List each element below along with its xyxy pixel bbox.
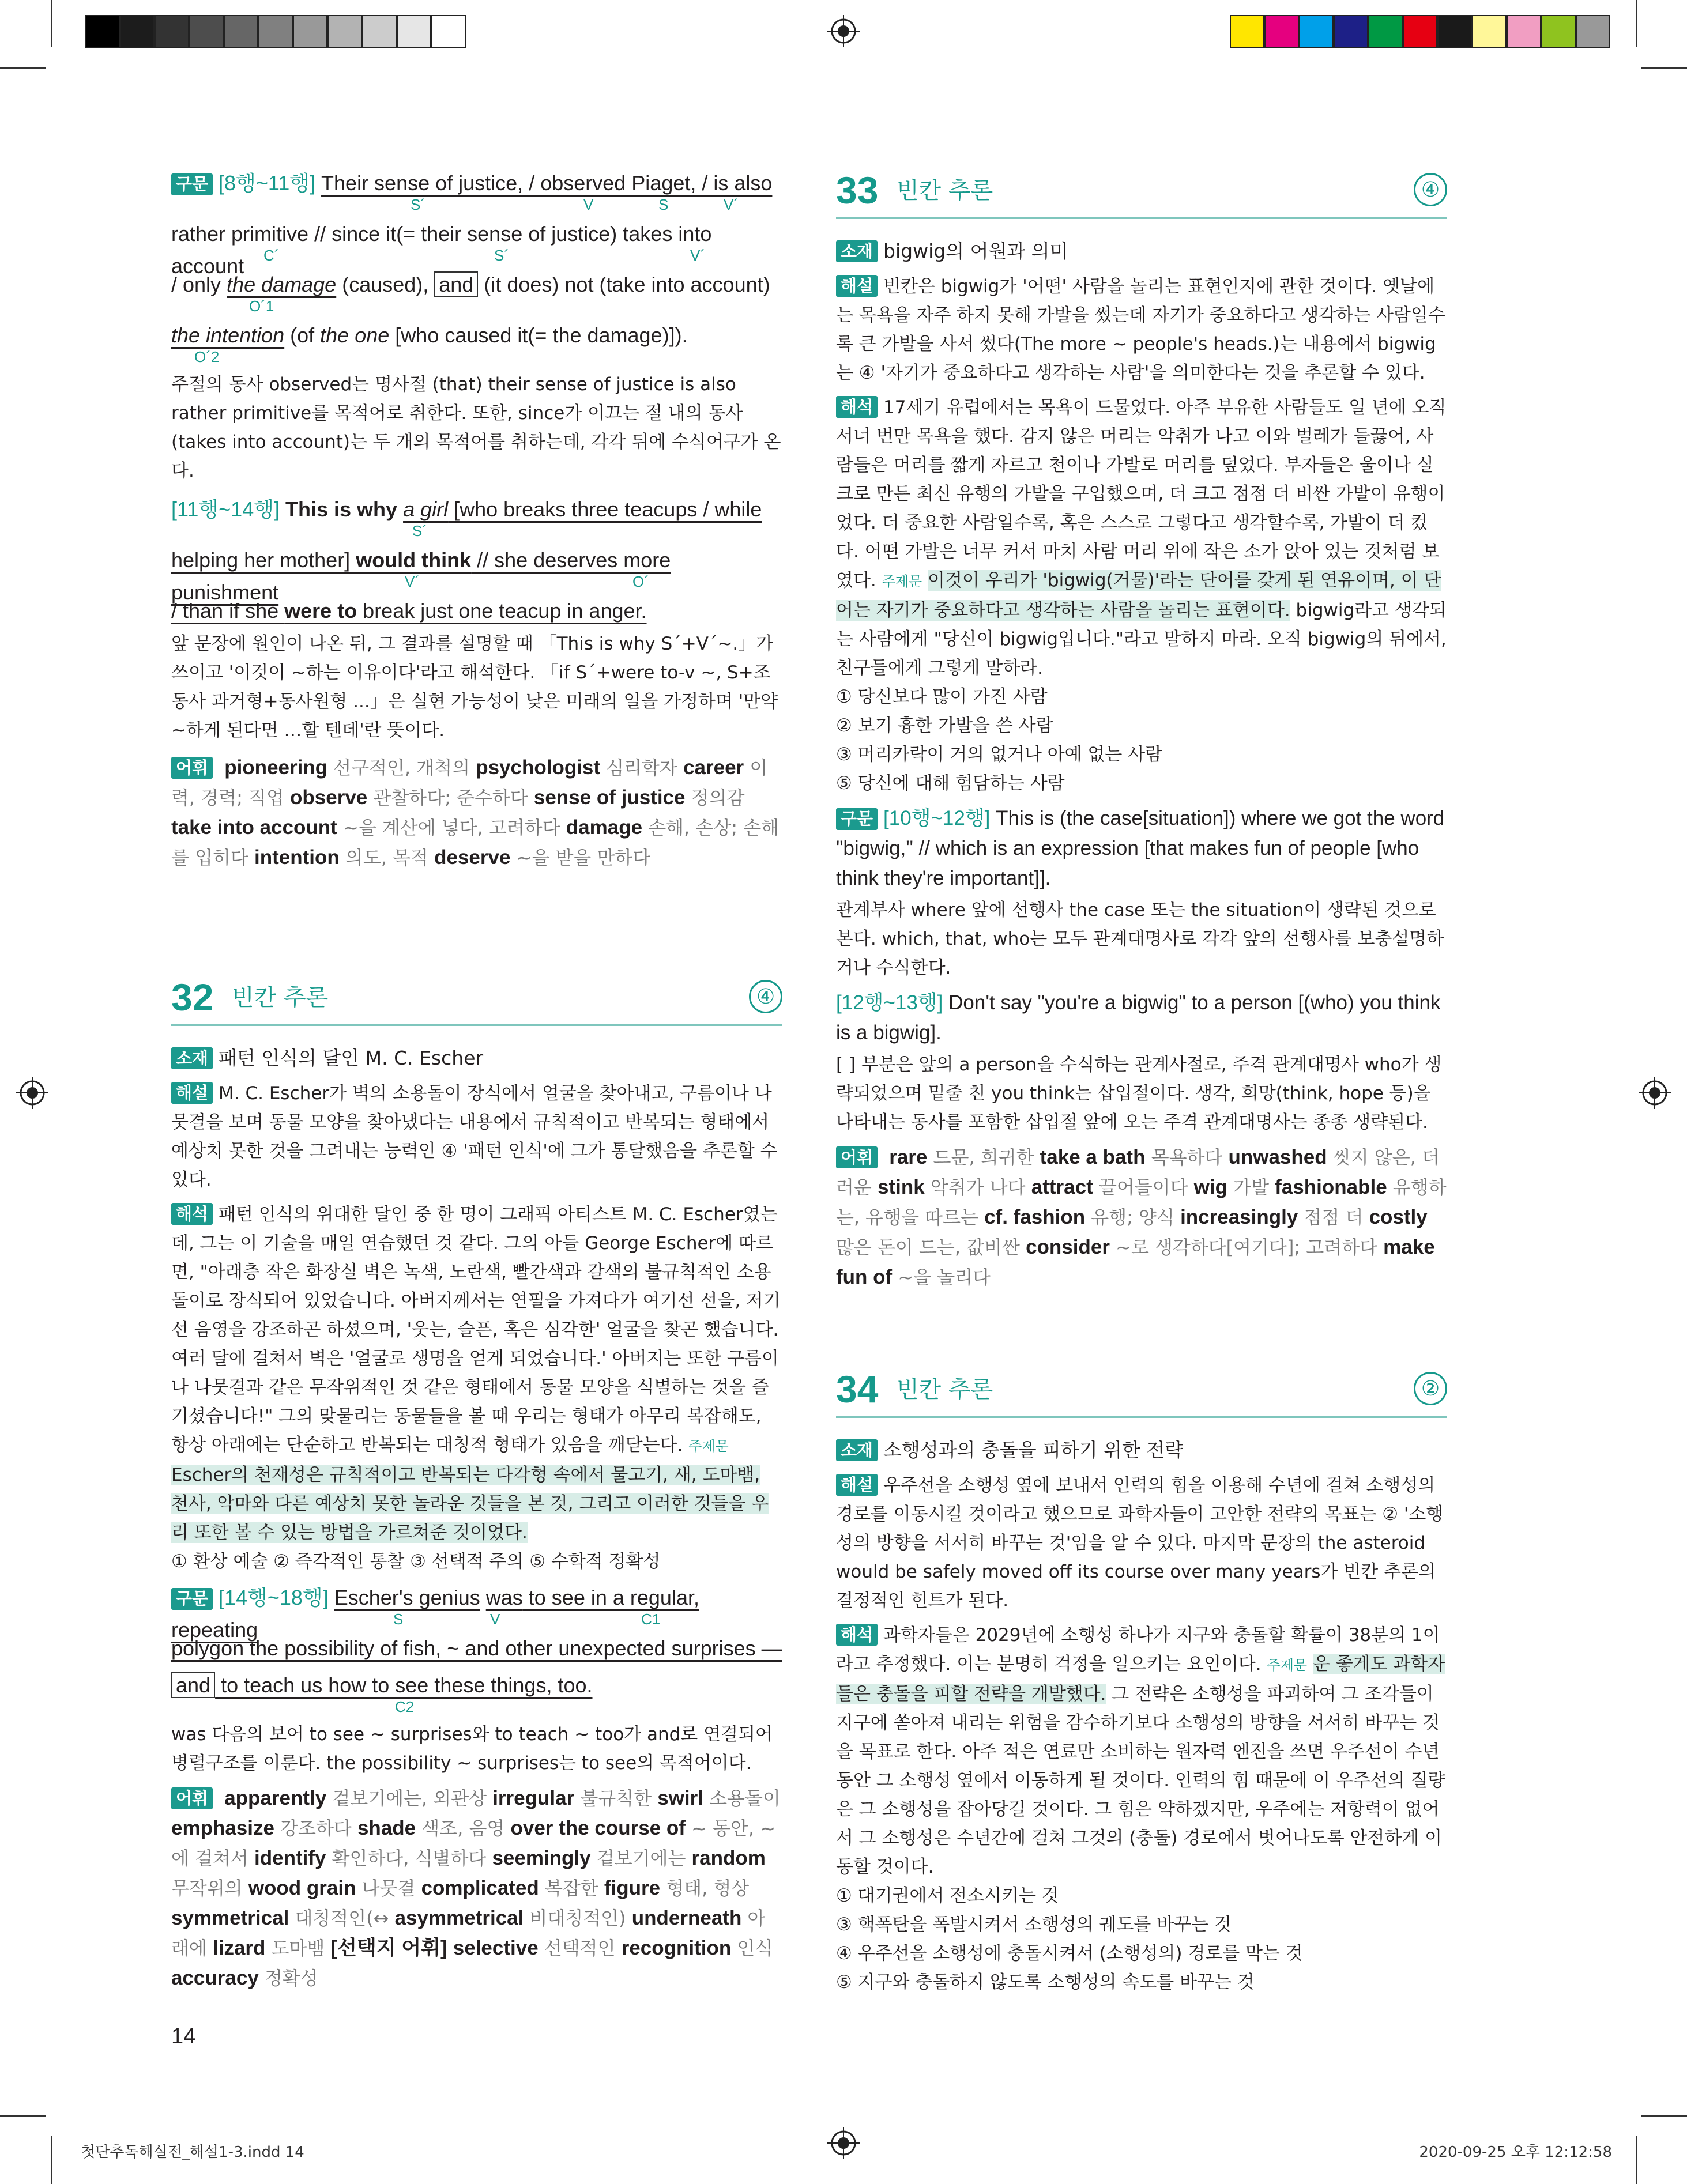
grammar-subscript: O´1 bbox=[249, 297, 274, 315]
grammar-subscript: V´ bbox=[724, 196, 739, 213]
vocab-meaning: 아래에 bbox=[171, 1907, 766, 1959]
color-swatch bbox=[189, 15, 224, 48]
section-tag: 해설 bbox=[171, 1082, 213, 1104]
translation-text: 과학자들은 2029년에 소행성 하나가 지구와 충돌할 확률이 38분의 1이라고 추정했다. 이는 분명히 걱정을 일으키는 요인이다. bbox=[836, 1625, 1440, 1674]
grammar-line bbox=[171, 1669, 782, 1720]
grammar-subscript: V bbox=[490, 1610, 500, 1628]
color-swatch bbox=[1299, 15, 1334, 48]
topic-line bbox=[836, 1435, 1447, 1465]
grammar-subscript: S bbox=[393, 1610, 404, 1628]
grammar-text: / only bbox=[171, 273, 227, 296]
crop-mark bbox=[0, 67, 46, 69]
vocab-meaning: 끌어들이다 bbox=[1098, 1176, 1188, 1198]
vocab-meaning: 정의감 bbox=[691, 787, 745, 809]
color-swatch bbox=[1541, 15, 1576, 48]
grammar-subscript: O´2 bbox=[194, 348, 220, 365]
vocab-word: pioneering bbox=[224, 756, 328, 779]
color-swatch bbox=[1230, 15, 1264, 48]
vocab-word: random bbox=[691, 1847, 766, 1869]
registration-mark-icon bbox=[827, 15, 860, 47]
vocab-word: attract bbox=[1031, 1176, 1093, 1198]
grammar-sentence: rather primitive // since it(= their sense of justice) takes into account bbox=[171, 222, 712, 278]
vocab-meaning: 선택적인 bbox=[544, 1937, 616, 1959]
vocab-word: identify bbox=[254, 1847, 326, 1869]
footer-timestamp: 2020-09-25 오후 12:12:58 bbox=[1419, 2144, 1612, 2161]
crop-mark bbox=[1636, 2136, 1637, 2184]
vocab-meaning: 심리학자 bbox=[606, 757, 677, 779]
theme-sentence: 이것이 우리가 'bigwig(거물)'라는 단어를 갖게 된 연유이며, 이 단어는 자기가 중요하다고 생각하는 사람을 놀리는 표현이다. bbox=[836, 570, 1441, 621]
vocab-meaning: 악취가 나다 bbox=[930, 1176, 1026, 1198]
grammar-text: This is why bbox=[285, 497, 404, 521]
vocab-meaning: 색조, 음영 bbox=[421, 1817, 505, 1839]
grammar-verb: was bbox=[485, 1586, 523, 1609]
color-swatch bbox=[258, 15, 293, 48]
vocab-word: accuracy bbox=[171, 1967, 259, 1989]
section-tag: 어휘 bbox=[171, 1787, 213, 1809]
vocab-meaning: 나뭇결 bbox=[362, 1877, 416, 1899]
section-tag: 구문 bbox=[836, 808, 878, 830]
grammar-line bbox=[171, 595, 782, 629]
color-swatch bbox=[224, 15, 258, 48]
section-header-32 bbox=[171, 974, 782, 1026]
vocab-word: shade bbox=[357, 1817, 416, 1839]
grammar-subscript: C´ bbox=[263, 247, 280, 264]
vocab-word: unwashed bbox=[1228, 1146, 1327, 1168]
grammar-subscript: C2 bbox=[395, 1698, 415, 1715]
crop-mark bbox=[51, 2136, 52, 2184]
explanation-text: 우주선을 소행성 옆에 보내서 인력의 힘을 이용해 수년에 걸쳐 소행성의 경로를 이동시킬 것이라고 했으므로 과학자들이 고안한 전략의 목표는 ② '소행성의 방향을 서서히 바꾸는 것'임을 알 수 있다. 마지막 문장의 the asteroid would be safely moved off its course over many years가 빈칸 추론의 결정적인 힌트가 된다. bbox=[836, 1475, 1444, 1611]
color-swatch bbox=[1576, 15, 1610, 48]
section-tag: 해석 bbox=[171, 1203, 213, 1225]
registration-mark-icon bbox=[16, 1077, 48, 1109]
section-32-body bbox=[171, 1043, 782, 1993]
vocab-word: observe bbox=[290, 786, 368, 809]
explanation bbox=[836, 272, 1447, 387]
vocab-meaning: ~을 계산에 넣다, 고려하다 bbox=[343, 817, 560, 839]
vocab-word: consider bbox=[1026, 1236, 1110, 1258]
section-number: 32 bbox=[171, 976, 214, 1019]
section-header-34 bbox=[836, 1366, 1447, 1418]
translation bbox=[171, 1200, 782, 1547]
grammar-object: the intention bbox=[171, 323, 285, 347]
grammar-conjunction-box: and bbox=[434, 271, 478, 297]
translation-text: 패턴 인식의 위대한 달인 중 한 명이 그래픽 아티스트 M. C. Escher였는데, 그는 이 기술을 매일 연습했던 것 같다. 그의 아들 George Escher에 따르면, "아래층 작은 화장실 벽은 녹색, 노란색, 빨간색과 갈색의 불규칙적인 소용돌이로 장식되어 있었습니다. 아버지께서는 연필을 가져다가 여기선 선을, 저기선 음영을 강조하곤 하셨으며, '웃는, 슬픈, 혹은 심각한' 얼굴을 찾곤 했습니다. 여러 달에 걸쳐서 벽은 '얼굴로 생명을 얻게 되었습니다.' 아버지는 또한 구름이나 나뭇결과 같은 무작위적인 것 같은 형태에서 동물 모양을 식별하는 것을 즐기셨습니다!" 그의 맞물리는 동물들을 볼 때 우리는 형태가 아무리 복잡해도, 항상 아래에는 단순하고 반복되는 대칭적 형태가 있음을 깨닫는다. bbox=[171, 1204, 781, 1455]
grammar-subscript: V´ bbox=[690, 247, 705, 264]
explanation-text: M. C. Escher가 벽의 소용돌이 장식에서 얼굴을 찾아내고, 구름이나 나뭇결을 보며 동물 모양을 찾아냈다는 내용에서 규칙적이고 반복되는 형태에서 예상치 못한 것을 그려내는 능력인 ④ '패턴 인식'에 그가 통달했음을 추론할 수 있다. bbox=[171, 1083, 778, 1190]
section-tag: 소재 bbox=[836, 240, 878, 262]
grammar-sentence bbox=[836, 804, 1447, 893]
vocab-meaning: 무작위의 bbox=[171, 1877, 243, 1899]
vocab-meaning: 목욕하다 bbox=[1151, 1146, 1223, 1168]
vocab-meaning: ~로 생각하다[여기다]; 고려하다 bbox=[1116, 1236, 1377, 1258]
vocab-meaning: 도마뱀 bbox=[271, 1937, 325, 1959]
vocab-word: underneath bbox=[631, 1907, 742, 1929]
grammar-text: / than if she bbox=[171, 599, 285, 623]
color-swatch bbox=[1437, 15, 1472, 48]
section-header-33 bbox=[836, 167, 1447, 219]
color-swatch bbox=[1472, 15, 1507, 48]
grammar-text: [who breaks three teacups / while bbox=[448, 497, 762, 521]
page-number: 14 bbox=[171, 2024, 196, 2049]
grammar-subscript: O´ bbox=[632, 573, 649, 590]
answer-badge: ② bbox=[1414, 1372, 1447, 1405]
vocabulary-list bbox=[836, 1142, 1447, 1292]
section-tag: 해석 bbox=[836, 1624, 878, 1646]
section-title: 빈칸 추론 bbox=[897, 1376, 993, 1403]
vocab-word: wood grain bbox=[248, 1877, 356, 1899]
left-column bbox=[171, 167, 782, 873]
grammar-line bbox=[171, 493, 782, 544]
grammar-verb: would think bbox=[356, 548, 472, 572]
vocab-meaning: 형태, 형상 bbox=[666, 1877, 750, 1899]
grammar-conjunction-box: and bbox=[171, 1672, 215, 1698]
vocab-meaning: 인식 bbox=[737, 1937, 773, 1959]
vocab-word: recognition bbox=[621, 1937, 732, 1959]
grammar-text: break just one teacup in anger. bbox=[357, 599, 647, 623]
translation-text: bigwig라고 생각되는 사람에게 "당신이 bigwig입니다."라고 말하지 마라. 오직 bigwig의 뒤에서, 친구들에게 그렇게 말하라. bbox=[836, 600, 1447, 678]
topic-line bbox=[171, 1043, 782, 1073]
vocab-meaning: ~을 받을 만하다 bbox=[516, 847, 651, 869]
color-swatch bbox=[397, 15, 431, 48]
translation-text: 그 전략은 소행성을 파괴하여 그 조각들이 지구에 쏟아져 내리는 위험을 감수하기보다 소행성의 방향을 서서히 바꾸는 것을 목표로 한다. 아주 적은 연료만 소비하는 원자력 엔진을 쓰면 우주선이 수년 동안 그 소행성 옆에서 이동하게 될 것이다. 인력의 힘 때문에 이 우주선의 질량은 그 소행성을 잡아당길 것이다. 그 힘은 약하겠지만, 우주에는 저항력이 없어서 그 소행성은 수년간에 걸쳐 그것의 (충돌) 경로에서 벗어나도록 안전하게 이동할 것이다. bbox=[836, 1684, 1445, 1877]
grammar-subject: Escher's genius bbox=[334, 1586, 480, 1609]
explanation-text: 빈칸은 bigwig가 '어떤' 사람을 놀리는 표현인지에 관한 것이다. 옛날에는 목욕을 자주 하지 못해 가발을 썼는데 자기가 중요하다고 생각하는 사람일수록 큰 가발을 사서 썼다(The more ~ people's heads.)는 내용에서 bigwig는 ④ '자기가 중요하다고 생각하는 사람'을 의미한다는 것을 추론할 수 있다. bbox=[836, 276, 1445, 383]
grammar-line bbox=[171, 218, 782, 278]
section-tag: 해석 bbox=[836, 396, 878, 418]
translation bbox=[836, 393, 1447, 682]
vocab-word: fashionable bbox=[1275, 1176, 1387, 1198]
color-swatch bbox=[1334, 15, 1368, 48]
vocab-word: take a bath bbox=[1040, 1146, 1146, 1168]
topic-line bbox=[836, 236, 1447, 266]
grammar-explanation: 관계부사 where 앞에 선행사 the case 또는 the situation이 생략된 것으로 본다. which, that, who는 모두 관계대명사로 각각 앞의 선행사를 보충설명하거나 수식한다. bbox=[836, 900, 1444, 978]
vocab-word: over the course of bbox=[510, 1817, 686, 1839]
crop-mark bbox=[1641, 67, 1687, 69]
section-33-body bbox=[836, 236, 1447, 1292]
grammar-subscript: V´ bbox=[405, 573, 420, 590]
grammar-explanation: 주절의 동사 observed는 명사절 (that) their sense of justice is also rather primitive를 목적어로 취한다. 또한, since가 이끄는 절 내의 동사(takes into account)는 두 개의 목적어를 취하는데, 각각 뒤에 수식어구가 온다. bbox=[171, 374, 781, 481]
wrong-choices: ① 환상 예술 ② 즉각적인 통찰 ③ 선택적 주의 ⑤ 수학적 정확성 bbox=[171, 1551, 661, 1572]
choice-item: ③ 핵폭탄을 폭발시켜서 소행성의 궤도를 바꾸는 것 bbox=[836, 1914, 1232, 1935]
section-tag: 어휘 bbox=[836, 1146, 878, 1168]
vocab-word: complicated bbox=[421, 1877, 539, 1899]
grammar-subscript: V bbox=[583, 196, 594, 213]
grammar-text: the one bbox=[320, 323, 390, 347]
grammar-subscript: S´ bbox=[412, 522, 427, 540]
explanation bbox=[171, 1079, 782, 1194]
vocab-meaning: 비대칭적인) bbox=[529, 1907, 626, 1929]
vocab-meaning: 씻지 않은, 더러운 bbox=[836, 1146, 1440, 1198]
color-swatch bbox=[362, 15, 397, 48]
choice-item: ③ 머리카락이 거의 없거나 아예 없는 사람 bbox=[836, 744, 1163, 765]
vocab-word: swirl bbox=[657, 1787, 703, 1809]
vocab-meaning: 복잡한 bbox=[544, 1877, 598, 1899]
color-swatch bbox=[85, 15, 120, 48]
grammar-text: (caused), bbox=[336, 273, 435, 296]
grammar-line bbox=[171, 319, 782, 370]
grammar-explanation: [ ] 부분은 앞의 a person을 수식하는 관계사절로, 주격 관계대명사 who가 생략되었으며 밑줄 친 you think는 삽입절이다. 생각, 희망(think, hope 등)을 나타내는 동사를 포함한 삽입절 앞에 오는 주격 관계대명사는 종종 생략된다. bbox=[836, 1054, 1442, 1133]
section-number: 34 bbox=[836, 1368, 879, 1410]
vocab-meaning: 정확성 bbox=[264, 1967, 318, 1989]
theme-note: 주제문 bbox=[688, 1438, 729, 1454]
grammar-object: the damage bbox=[227, 273, 337, 296]
vocab-word: rare bbox=[889, 1146, 928, 1168]
vocab-meaning: 유행하는, 유행을 따르는 bbox=[836, 1176, 1447, 1228]
section-tag: 구문 bbox=[171, 1588, 213, 1610]
wrong-choices bbox=[836, 1881, 1447, 1997]
grammar-text: // she deserves more punishment bbox=[171, 548, 671, 604]
vocab-meaning: 관찰하다; 준수하다 bbox=[373, 787, 528, 809]
color-swatch bbox=[1264, 15, 1299, 48]
color-swatch bbox=[1368, 15, 1403, 48]
vocab-word: damage bbox=[566, 816, 643, 839]
grammar-text bbox=[480, 1586, 486, 1609]
grammar-text: to see in a regular, repeating bbox=[171, 1586, 699, 1642]
vocab-word: wig bbox=[1193, 1176, 1227, 1198]
vocab-word: [선택지 어휘] bbox=[330, 1937, 447, 1959]
vocab-word: psychologist bbox=[476, 756, 601, 779]
vocab-word: emphasize bbox=[171, 1817, 274, 1839]
grammar-line bbox=[171, 269, 782, 319]
vocab-meaning: 강조하다 bbox=[280, 1817, 352, 1839]
theme-note: 주제문 bbox=[1267, 1657, 1308, 1673]
vocab-meaning: 겉보기에는, 외관상 bbox=[332, 1787, 487, 1809]
vocab-word: apparently bbox=[224, 1787, 327, 1809]
choice-item: ① 당신보다 많이 가진 사람 bbox=[836, 686, 1048, 707]
grammar-text: Don't say "you're a bigwig" to a person [(who) you think is a bigwig]. bbox=[836, 991, 1441, 1044]
grammar-subject: a girl bbox=[403, 497, 449, 521]
vocab-word: seemingly bbox=[492, 1847, 591, 1869]
line-reference: [10행~12행] bbox=[883, 807, 991, 829]
vocab-meaning: 유행; 양식 bbox=[1091, 1206, 1174, 1228]
vocab-word: stink bbox=[878, 1176, 925, 1198]
vocabulary-list bbox=[171, 1783, 782, 1993]
footer-file-info: 첫단추독해실전_해설1-3.indd 14 bbox=[81, 2144, 304, 2161]
vocabulary-list bbox=[171, 753, 782, 873]
grammar-subscript: S bbox=[658, 196, 669, 213]
theme-sentence: 운 좋게도 과학자들은 충돌을 피할 전략을 개발했다. bbox=[836, 1654, 1445, 1704]
registration-mark-icon bbox=[827, 2127, 860, 2159]
choice-item: ④ 우주선을 소행성에 충돌시켜서 (소행성의) 경로를 막는 것 bbox=[836, 1943, 1303, 1964]
choice-item: ⑤ 지구와 충돌하지 않도록 소행성의 속도를 바꾸는 것 bbox=[836, 1972, 1255, 1993]
grammar-text: polygon the possibility of fish, ~ and other unexpected surprises — bbox=[171, 1636, 782, 1660]
section-tag: 해설 bbox=[836, 1474, 878, 1496]
line-reference: [11행~14행] bbox=[171, 497, 280, 521]
vocab-word: lizard bbox=[213, 1937, 266, 1959]
crop-mark bbox=[1641, 2115, 1687, 2117]
vocab-meaning: 불규칙한 bbox=[580, 1787, 652, 1809]
vocab-meaning: 선구적인, 개척의 bbox=[333, 757, 470, 779]
grammar-line bbox=[171, 1582, 782, 1642]
grammar-text: This is (the case[situation]) where we got the word "bigwig," // which is an expression [that makes fun of people [who think they're important]]. bbox=[836, 807, 1445, 889]
grammar-explanation: was 다음의 보어 to see ~ surprises와 to teach ~ too가 and로 연결되어 병렬구조를 이룬다. the possibility ~ surprises는 to see의 목적어이다. bbox=[171, 1724, 773, 1774]
vocab-word: increasingly bbox=[1180, 1206, 1298, 1228]
color-swatch bbox=[120, 15, 155, 48]
registration-mark-icon bbox=[1639, 1077, 1671, 1109]
vocab-meaning: 확인하다, 식별하다 bbox=[332, 1847, 487, 1869]
color-swatch bbox=[327, 15, 362, 48]
grammar-sentence bbox=[836, 988, 1447, 1048]
color-swatch bbox=[431, 15, 466, 48]
vocab-meaning: 의도, 목적 bbox=[345, 847, 428, 869]
grammar-text: helping her mother] bbox=[171, 548, 356, 572]
color-swatch bbox=[293, 15, 327, 48]
choice-item: ⑤ 당신에 대해 험담하는 사람 bbox=[836, 773, 1065, 794]
vocab-word: intention bbox=[254, 846, 340, 869]
choice-item: ② 보기 흉한 가발을 쓴 사람 bbox=[836, 715, 1053, 736]
vocab-meaning: 점점 더 bbox=[1304, 1206, 1364, 1228]
grammar-explanation: 앞 문장에 원인이 나온 뒤, 그 결과를 설명할 때 「This is why S´+V´~.」가 쓰이고 '이것이 ~하는 이유이다'라고 해석한다. 「if S´+were to-v ~, S+조동사 과거형+동사원형 ...」은 실현 가능성이 낮은 미래의 일을 가정하며 '만약 ~하게 된다면 …할 텐데'란 뜻이다. bbox=[171, 633, 778, 741]
grammar-line bbox=[171, 1632, 782, 1669]
vocab-meaning: 대칭적인(↔ bbox=[295, 1907, 389, 1929]
section-title: 빈칸 추론 bbox=[232, 985, 329, 1011]
color-swatch bbox=[1403, 15, 1437, 48]
grammar-subscript: S´ bbox=[494, 247, 509, 264]
crop-mark bbox=[1636, 0, 1637, 47]
translation bbox=[836, 1621, 1447, 1881]
section-tag: 해설 bbox=[836, 275, 878, 297]
color-swatch bbox=[1507, 15, 1541, 48]
vocab-meaning: ~ 동안, ~에 걸쳐서 bbox=[171, 1817, 776, 1869]
vocab-meaning: 드문, 희귀한 bbox=[933, 1146, 1034, 1168]
vocab-meaning: 이력, 경력; 직업 bbox=[171, 757, 768, 809]
grammar-sentence: Their sense of justice, / observed Piaget, / is also bbox=[321, 171, 773, 195]
grammar-subscript: C1 bbox=[641, 1610, 661, 1628]
explanation bbox=[836, 1471, 1447, 1615]
vocab-word: deserve bbox=[434, 846, 511, 869]
vocab-meaning: 가발 bbox=[1233, 1176, 1269, 1198]
vocab-word: take into account bbox=[171, 816, 337, 839]
wrong-choices bbox=[836, 682, 1447, 798]
translation-text: 17세기 유럽에서는 목욕이 드물었다. 아주 부유한 사람들도 일 년에 오직 서너 번만 목욕을 했다. 감지 않은 머리는 악취가 나고 이와 벌레가 들끓어, 사람들은 머리를 짧게 자르고 천이나 가발로 머리를 덮었다. 부자들은 울이나 실크로 만든 최신 유행의 가발을 구입했으며, 더 크고 점점 더 비싼 가발이 유행이었다. 더 중요한 사람일수록, 혹은 스스로 그렇다고 생각할수록, 가발이 더 컸다. 어떤 가발은 너무 커서 마치 사람 머리 위에 작은 소가 앉아 있는 것처럼 보였다. bbox=[836, 397, 1447, 591]
grammar-text: were to bbox=[284, 599, 357, 623]
vocab-word: cf. fashion bbox=[984, 1206, 1086, 1228]
theme-note: 주제문 bbox=[882, 574, 922, 590]
line-reference: [12행~13행] bbox=[836, 991, 943, 1014]
color-swatch bbox=[155, 15, 189, 48]
section-tag: 어휘 bbox=[171, 757, 213, 779]
crop-mark bbox=[0, 2115, 46, 2117]
section-tag: 소재 bbox=[171, 1047, 213, 1069]
vocab-meaning: 손해, 손상; 손해를 입히다 bbox=[171, 817, 780, 869]
section-tag: 소재 bbox=[836, 1439, 878, 1461]
grammar-subscript: S´ bbox=[411, 196, 425, 213]
answer-badge: ④ bbox=[1414, 173, 1447, 206]
vocab-meaning: 겉보기에는 bbox=[596, 1847, 686, 1869]
vocab-meaning: ~을 놀리다 bbox=[898, 1266, 991, 1288]
grammar-text: (it does) not (take into account) bbox=[478, 273, 770, 296]
section-34-body bbox=[836, 1435, 1447, 1997]
grammar-line bbox=[171, 544, 782, 604]
vocab-word: selective bbox=[453, 1937, 539, 1959]
grammar-text: [who caused it(= the damage)]). bbox=[389, 323, 688, 347]
vocab-word: make fun of bbox=[836, 1236, 1435, 1288]
crop-mark bbox=[51, 0, 52, 47]
section-number: 33 bbox=[836, 169, 879, 212]
vocab-word: symmetrical bbox=[171, 1907, 289, 1929]
theme-sentence: Escher의 천재성은 규칙적이고 반복되는 다각형 속에서 물고기, 새, 도마뱀, 천사, 악마와 다른 예상치 못한 놀라운 것들을 본 것, 그리고 이러한 것들을 우리 또한 볼 수 있는 방법을 가르쳐준 것이었다. bbox=[171, 1465, 769, 1543]
topic-text: bigwig의 어원과 의미 bbox=[883, 240, 1068, 262]
choice-item: ① 대기권에서 전소시키는 것 bbox=[836, 1885, 1059, 1906]
vocab-word: asymmetrical bbox=[394, 1907, 524, 1929]
answer-badge: ④ bbox=[749, 980, 782, 1013]
vocab-word: costly bbox=[1369, 1206, 1428, 1228]
vocab-word: sense of justice bbox=[533, 786, 686, 809]
line-reference: [8행~11행] bbox=[219, 171, 316, 195]
vocab-word: figure bbox=[604, 1877, 661, 1899]
section-tag: 구문 bbox=[171, 173, 213, 195]
line-reference: [14행~18행] bbox=[219, 1586, 329, 1609]
grammar-line bbox=[171, 167, 782, 218]
topic-text: 소행성과의 충돌을 피하기 위한 전략 bbox=[883, 1439, 1184, 1461]
vocab-word: irregular bbox=[492, 1787, 575, 1809]
vocab-meaning: 많은 돈이 드는, 값비싼 bbox=[836, 1236, 1020, 1258]
grammar-text: (of bbox=[284, 323, 321, 347]
vocab-word: career bbox=[683, 756, 744, 779]
topic-text: 패턴 인식의 달인 M. C. Escher bbox=[219, 1047, 484, 1069]
section-title: 빈칸 추론 bbox=[897, 178, 993, 204]
vocab-meaning: 소용돌이 bbox=[709, 1787, 781, 1809]
grammar-text: to teach us how to see these things, too. bbox=[215, 1673, 593, 1697]
